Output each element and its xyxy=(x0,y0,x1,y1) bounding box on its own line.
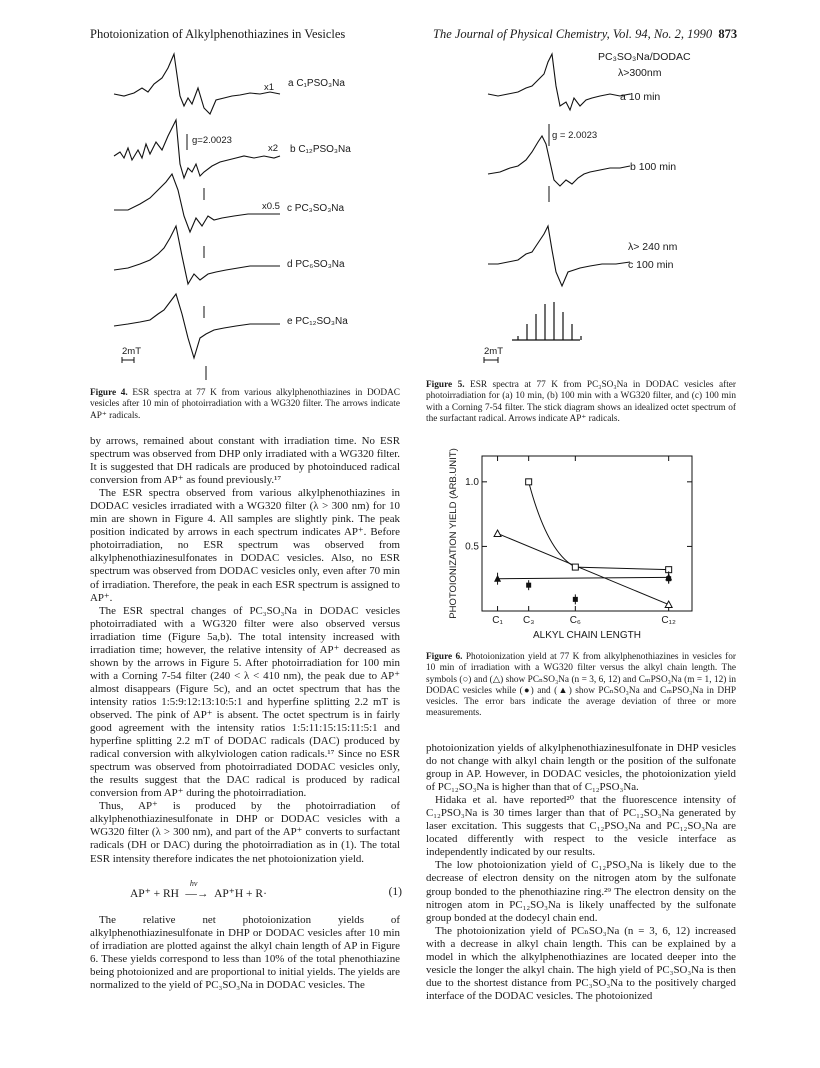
caption-label: Figure 5. xyxy=(426,380,465,390)
caption-label: Figure 6. xyxy=(426,652,463,662)
x-tick-label: C₃ xyxy=(523,615,535,626)
x-tick-label: C₆ xyxy=(569,615,581,626)
fig5-condition-2: λ> 240 nm xyxy=(628,241,678,253)
figure-4-caption xyxy=(90,388,400,422)
left-column-bottom-text xyxy=(90,914,400,992)
figure-4-spectra xyxy=(84,48,414,388)
paragraph: Hidaka et al. have reported²⁰ that the fluorescence intensity of C₁₂PSO₃Na is 30 times larger than that of PC₁₂SO₃Na generated by laser excitation. This suggests that C₁₂PSO₃Na and PC₁₂SO₃Na are located differently with respect to the vesicle interface as independently indicated by our results. xyxy=(426,794,736,859)
multiplier-a: x1 xyxy=(264,82,275,93)
fig5-b-label: b 100 min xyxy=(630,161,677,173)
right-column-text xyxy=(426,742,736,1003)
spectrum-d-trace xyxy=(114,226,280,284)
paragraph: Thus, AP⁺ is produced by the photoirradiation of alkylphenothiazinesulfonate in DHP or DODAC vesicles with a WG320 filter (λ > 300 nm), and part of the AP⁺ converts to surfactant radicals (DH or DAC) during the photoirradiation as in (1). The total ESR intensity therefore indicates the net photoionization yield. xyxy=(90,800,400,865)
spectrum-b-trace xyxy=(488,136,630,186)
series-open-square-line xyxy=(529,482,669,570)
fig5-g-label: g = 2.0023 xyxy=(552,130,598,141)
equation-number: (1) xyxy=(388,886,402,898)
figure-5-spectra xyxy=(470,46,790,366)
running-header-title: Photoionization of Alkylphenothiazines in Vesicles xyxy=(90,27,346,41)
data-point-open-triangle xyxy=(665,601,672,608)
data-point-open-square xyxy=(526,479,532,485)
caption-text: ESR spectra at 77 K from PC₃SO₃Na in DODAC vesicles after photoirradiation for (a) 10 min, (b) 100 min with a WG320 filter, and (c) 100 min with a Corning 7-54 filter. The stick diagram shows an idealized octet spectrum of the surfactant radical. Arrows indicate AP⁺ radicals. xyxy=(426,380,737,424)
spectrum-b-trace xyxy=(114,120,280,178)
fig5-title: PC₃SO₃Na/DODAC xyxy=(598,51,691,63)
y-tick-label: 1.0 xyxy=(465,476,479,488)
paragraph: The ESR spectra observed from various alkylphenothiazines in DODAC vesicles irradiated with a WG320 filter (λ > 300 nm) for 10 min are shown in Figure 4. All samples are slightly pink. The peak position indicated by arrows in each spectrum indicates AP⁺. Before photoirradiation, no ESR spectrum was observed from alkylphenothiazinesulfonates in DODAC vesicles. Also, no ESR spectrum was observed from DODAC vesicles only, even after 70 min of irradiation. Therefore, the peak in each ESR spectrum is assigned to AP⁺. xyxy=(90,487,400,604)
left-column-text xyxy=(90,435,400,866)
paragraph: photoionization yields of alkylphenothiazinesulfonate in DHP vesicles do not change with alkyl chain length or the position of the sulfonate group in AP. However, in DODAC vesicles, the photoionization yield of PC₁₂SO₃Na is higher than that of C₁₂PSO₃Na. xyxy=(426,742,736,794)
spectrum-a-trace xyxy=(114,54,280,114)
equation-rhs: AP⁺H + R· xyxy=(214,888,267,900)
spectrum-c-trace xyxy=(488,226,630,286)
series-filled-triangle-line xyxy=(498,577,669,578)
y-axis-label: PHOTOIONIZATION YIELD (ARB.UNIT) xyxy=(448,448,459,619)
spectrum-c-trace xyxy=(114,174,280,232)
figure-6-chart xyxy=(430,446,740,646)
octet-stick-diagram xyxy=(512,302,581,340)
x-axis-label: ALKYL CHAIN LENGTH xyxy=(533,630,641,641)
spectrum-e-label: e PC₁₂SO₃Na xyxy=(287,316,348,327)
x-tick-label: C₁₂ xyxy=(661,615,676,626)
paragraph: The photoionization yield of PCₙSO₃Na (n = 3, 6, 12) increased with a decrease in alkyl chain length. This can be explained by a model in which the alkylphenothiazines are located deeper into the vesicle the longer the alkyl chain. The high yield of PC₃SO₃Na is then due to the shortest distance from PC₃SO₃Na to the positively charged interface of the DODAC vesicles. The photoionized xyxy=(426,924,736,1002)
equation-lhs: AP⁺ + RH xyxy=(130,888,179,900)
fig5-a-label: a 10 min xyxy=(620,91,661,103)
paragraph: The relative net photoionization yields of alkylphenothiazinesulfonate in DHP or DODAC vesicles after 10 min of irradiation are plotted against the alkyl chain length of AP in Figure 6. These yields correspond to less than 10% of the total phenothiazine being photoionized and are proportional to initial yields. The yields are normalized to the yield of PC₃SO₃Na in DODAC vesicles. The xyxy=(90,914,400,992)
y-tick-label: 0.5 xyxy=(465,541,479,553)
fig5-c-label: c 100 min xyxy=(628,259,674,271)
journal-name: The Journal of Physical Chemistry, Vol. 94, No. 2, 1990 xyxy=(433,27,713,41)
caption-text: Photoionization yield at 77 K from alkylphenothiazines in vesicles for 10 min of irradiation with a WG320 filter versus the alkyl chain length. The symbols (○) and (△) show PCₙSO₃Na (n = 3, 6, 12) and CₘPSO₃Na (m = 1, 12) in DODAC vesicles while (●) and (▲) show PCₙSO₃Na and CₘPSO₃Na in DHP vesicles. The error bars indicate the average deviation of three or more measurements. xyxy=(426,652,736,719)
paragraph: The low photoionization yield of C₁₂PSO₃Na is likely due to the decrease of electron density on the nitrogen atom by the sulfonate group bonded to the phenothiazine ring.²⁹ The electron density on the nitrogen atom in PC₁₂SO₃Na is likely unaffected by the sulfonate group bonded at the dodecyl chain end. xyxy=(426,859,736,924)
caption-text: ESR spectra at 77 K from various alkylphenothiazines in DODAC vesicles after 10 min of photoirradiation with a WG320 filter. The arrows indicate AP⁺ radicals. xyxy=(90,388,400,421)
page-number: 873 xyxy=(718,27,738,41)
x-tick-label: C₁ xyxy=(492,615,503,626)
journal-citation xyxy=(433,27,737,42)
data-point-open-square xyxy=(572,564,578,570)
plot-frame xyxy=(482,456,692,611)
spectrum-d-label: d PC₆SO₃Na xyxy=(287,259,345,270)
spectrum-b-label: b C₁₂PSO₃Na xyxy=(290,144,351,155)
paragraph: The ESR spectral changes of PC₃SO₃Na in DODAC vesicles photoirradiated with a WG320 filter were also observed versus irradiation time (Figure 5a,b). The total intensity increased with irradiation time; however, the relative intensity of AP⁺ decreased as shown by the arrows in Figure 5. After photoirradiation for 100 min with a Corning 7-54 filter (240 < λ < 410 nm), the peak due to AP⁺ almost disappears (Figure 5c), and an octet spectrum that has the intensity ratios 1:5:9:12:13:10:5:1 and hyperfine splitting 2.2 mT is observed. The pink of AP⁺ is absent. The octet spectrum is in fairly good agreement with the intensity ratios 1:5:11:15:15:11:5:1 and hyperfine splitting 2.2 mT of DODAC radicals (DAC) produced by radical conversion with alkylviologen cation radicals.¹⁷ Since no ESR spectrum was observed from photoirradiated DODAC vesicles only, the results suggest that the DAC radical is produced by radical conversion from AP⁺ during the photoirradiation. xyxy=(90,604,400,800)
spectrum-a-label: a C₁PSO₃Na xyxy=(288,78,345,89)
equation-1: AP⁺ + RH hν —→ AP⁺H + R· (1) xyxy=(130,879,402,900)
multiplier-b: x2 xyxy=(268,143,279,154)
paragraph: by arrows, remained about constant with irradiation time. No ESR spectrum was observed from DHP only irradiated with a WG320 filter. It is suggested that DH radicals are produced by photoinduced radical conversion from AP⁺ as found previously.¹⁷ xyxy=(90,435,400,487)
scale-label: 2mT xyxy=(484,346,503,357)
caption-label: Figure 4. xyxy=(90,388,128,398)
figure-6-caption xyxy=(426,652,736,720)
g-value-label: g=2.0023 xyxy=(192,135,232,146)
figure-5-caption xyxy=(426,380,736,425)
data-point-open-triangle xyxy=(494,530,501,537)
multiplier-c: x0.5 xyxy=(262,201,280,212)
equation-hv: hν xyxy=(189,879,198,888)
fig5-condition-1: λ>300nm xyxy=(618,67,662,79)
spectrum-c-label: c PC₃SO₃Na xyxy=(287,203,345,214)
scale-label: 2mT xyxy=(122,346,141,357)
